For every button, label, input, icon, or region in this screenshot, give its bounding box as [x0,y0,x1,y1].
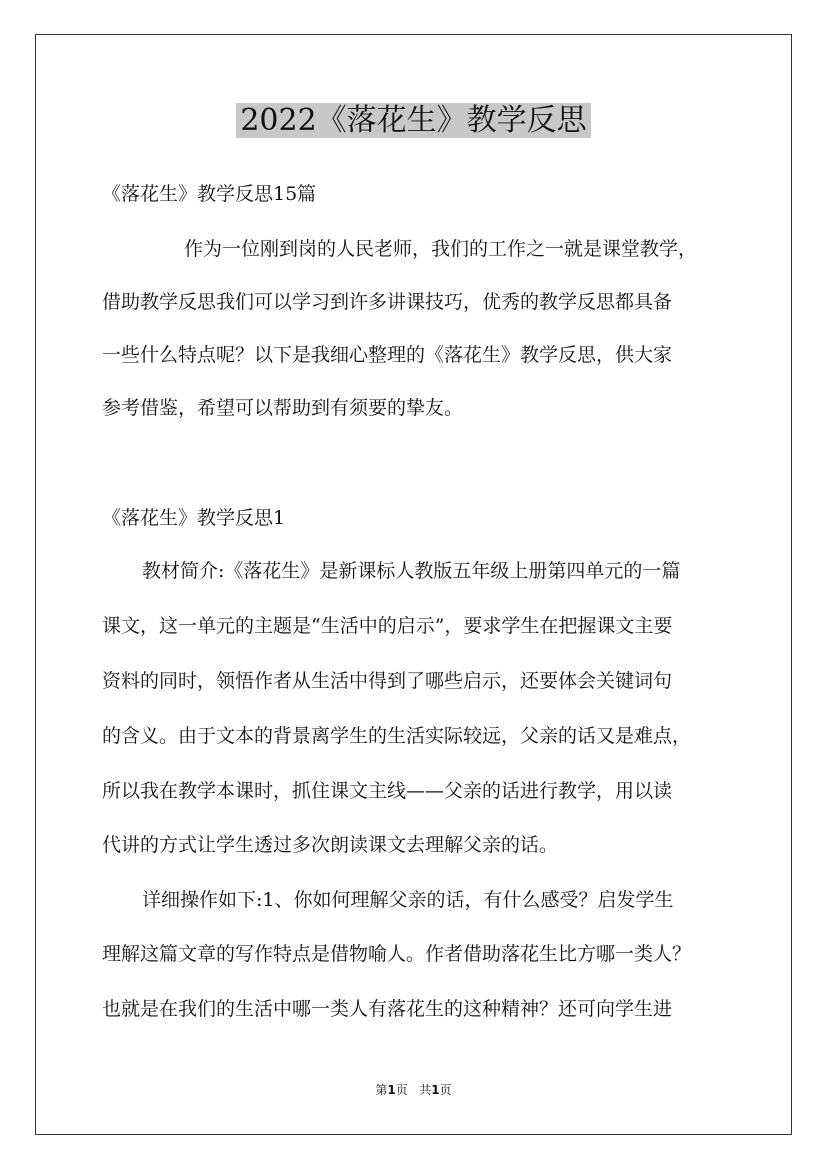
document-subtitle: 《落花生》教学反思15篇 [102,183,317,205]
paragraph-line: 教材简介:《落花生》是新课标人教版五年级上册第四单元的一篇 [142,560,681,582]
paragraph-line: 的含义。由于文本的背景离学生的生活实际较远，父亲的话又是难点， [102,725,692,747]
footer-total-prefix: 共 [419,1083,432,1097]
paragraph-line: 详细操作如下:1、你如何理解父亲的话，有什么感受？启发学生 [142,889,674,911]
footer-page-suffix: 页 [395,1083,408,1097]
section-heading: 《落花生》教学反思1 [102,507,286,529]
paragraph-line: 理解这篇文章的写作特点是借物喻人。作者借助落花生比方哪一类人？ [102,943,692,965]
paragraph-line: 所以我在教学本课时，抓住课文主线——父亲的话进行教学，用以读 [102,780,673,802]
footer-total-suffix: 页 [439,1083,452,1097]
paragraph-line: 代讲的方式让学生透过多次朗读课文去理解父亲的话。 [102,834,559,856]
document-title [0,99,827,143]
paragraph-line: 也就是在我们的生活中哪一类人有落花生的这种精神？还可向学生进 [102,998,673,1020]
intro-line: 作为一位刚到岗的人民老师，我们的工作之一就是课堂教学， [184,238,698,260]
intro-line: 一些什么特点呢？以下是我细心整理的《落花生》教学反思，供大家 [102,344,673,366]
footer-page-number: 1 [387,1083,396,1097]
paragraph-line: 资料的同时，领悟作者从生活中得到了哪些启示，还要体会关键词句 [102,670,673,692]
footer-page-prefix: 第 [375,1083,388,1097]
document-title-text: 2022《落花生》教学反思 [236,103,590,138]
intro-line: 借助教学反思我们可以学习到许多讲课技巧，优秀的教学反思都具备 [102,291,673,313]
intro-line: 参考借鉴，希望可以帮助到有须要的挚友。 [102,397,464,419]
page-footer [0,1082,827,1098]
paragraph-line: 课文，这一单元的主题是“生活中的启示”，要求学生在把握课文主要 [102,615,673,637]
footer-total-number: 1 [431,1083,440,1097]
